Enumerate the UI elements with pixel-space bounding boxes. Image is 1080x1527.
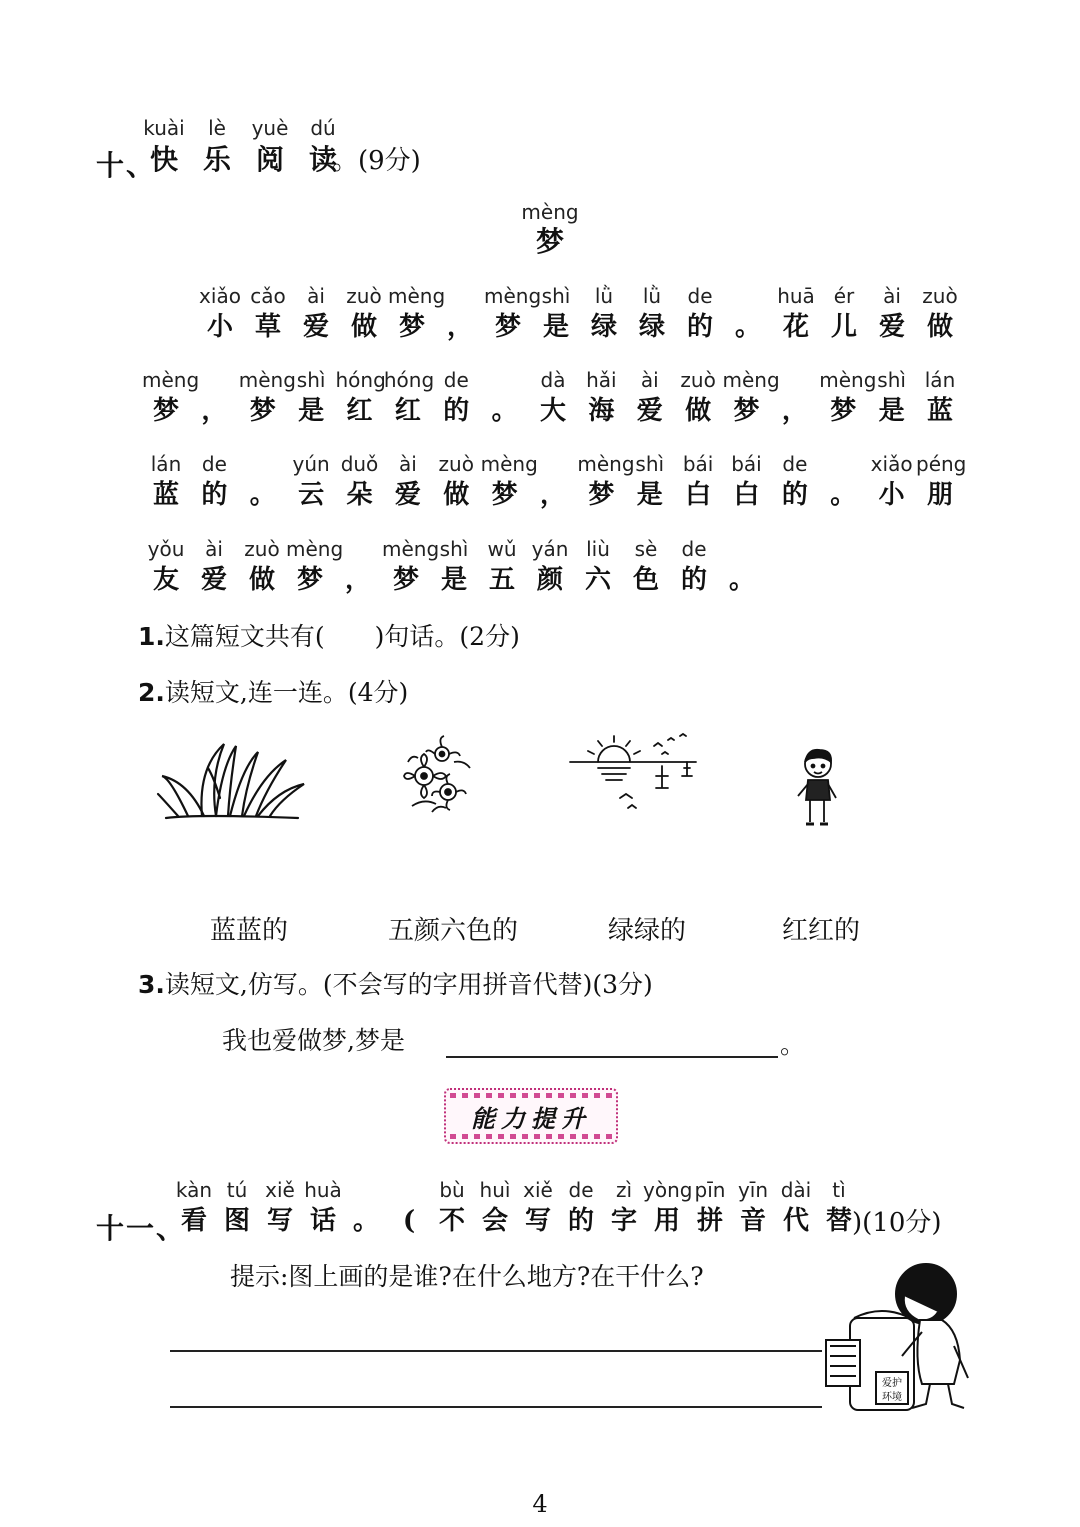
hanzi: 做 bbox=[443, 480, 470, 510]
pinyin: de bbox=[201, 452, 227, 476]
char-cell bbox=[718, 539, 766, 593]
pinyin: dà bbox=[540, 368, 566, 392]
hanzi: 是 bbox=[542, 312, 569, 342]
char-cell bbox=[238, 368, 296, 426]
hanzi: 梦 bbox=[249, 396, 276, 426]
pinyin bbox=[334, 539, 382, 559]
char-cell bbox=[532, 286, 580, 340]
pinyin: ài bbox=[883, 284, 901, 308]
hanzi: 阅 bbox=[255, 143, 284, 176]
char-cell bbox=[643, 1180, 691, 1234]
hanzi: 的 bbox=[686, 312, 713, 342]
pinyin: shì bbox=[439, 537, 469, 561]
char-cell bbox=[292, 286, 340, 340]
hanzi: 朋 bbox=[926, 480, 953, 510]
pinyin: ér bbox=[833, 284, 855, 308]
char-cell bbox=[868, 454, 916, 508]
char-cell bbox=[432, 454, 480, 508]
char-cell bbox=[868, 286, 916, 340]
hanzi: 六 bbox=[584, 565, 611, 595]
question-3-prompt: 我也爱做梦,梦是 bbox=[222, 1026, 405, 1055]
char-cell bbox=[244, 286, 292, 340]
hanzi: 梦 bbox=[398, 312, 425, 342]
char-cell bbox=[287, 370, 335, 424]
option-blue: 蓝蓝的 bbox=[210, 916, 289, 946]
char-cell bbox=[436, 286, 484, 340]
hanzi: 的 bbox=[443, 396, 470, 426]
char-cell bbox=[193, 118, 241, 174]
pinyin: mèng bbox=[484, 284, 542, 308]
section11-hint: 提示:图上画的是谁?在什么地方?在干什么? bbox=[230, 1262, 704, 1291]
section10-score: 。(9分) bbox=[332, 146, 421, 176]
hanzi: 小 bbox=[206, 312, 233, 342]
page-number: 4 bbox=[532, 1490, 548, 1518]
char-cell bbox=[340, 286, 388, 340]
hanzi: 的 bbox=[680, 565, 707, 595]
option-green: 绿绿的 bbox=[608, 916, 687, 946]
question-3-text: 读短文,仿写。(不会写的字用拼音代替)(3分) bbox=[164, 970, 653, 999]
pinyin: xiǎo bbox=[870, 452, 913, 476]
hanzi: 。 bbox=[491, 396, 518, 426]
pinyin: liù bbox=[586, 537, 610, 561]
char-cell bbox=[674, 454, 722, 508]
char-cell bbox=[299, 1180, 347, 1234]
char-cell bbox=[430, 539, 478, 593]
pinyin: lǜ bbox=[594, 284, 614, 308]
hanzi: 友 bbox=[152, 565, 179, 595]
hanzi: 蓝 bbox=[926, 396, 953, 426]
pinyin: zuò bbox=[346, 284, 382, 308]
hanzi: 小 bbox=[878, 480, 905, 510]
char-cell bbox=[246, 118, 294, 174]
char-cell bbox=[771, 454, 819, 508]
char-cell bbox=[336, 370, 384, 424]
hanzi: 会 bbox=[481, 1206, 508, 1236]
pinyin: péng bbox=[916, 452, 967, 476]
hanzi: 花 bbox=[782, 312, 809, 342]
pinyin bbox=[771, 370, 819, 390]
char-cell bbox=[384, 454, 432, 508]
char-cell bbox=[190, 370, 238, 424]
question-1 bbox=[138, 624, 520, 649]
hanzi: 梦 bbox=[152, 396, 179, 426]
question-2-text: 读短文,连一连。(4分) bbox=[164, 678, 409, 707]
boy-trash-bin-illustration bbox=[822, 1260, 972, 1418]
hanzi: 是 bbox=[878, 396, 905, 426]
hanzi: ， bbox=[781, 396, 808, 426]
char-cell bbox=[674, 370, 722, 424]
hanzi: 图 bbox=[223, 1206, 250, 1236]
char-cell bbox=[287, 454, 335, 508]
pinyin bbox=[724, 286, 772, 306]
pinyin: yǒu bbox=[147, 537, 185, 561]
char-cell bbox=[729, 1180, 777, 1234]
pinyin: dú bbox=[310, 116, 336, 140]
hanzi: 是 bbox=[636, 480, 663, 510]
hanzi: 爱 bbox=[636, 396, 663, 426]
char-cell bbox=[481, 370, 529, 424]
hanzi: 色 bbox=[632, 565, 659, 595]
box-label-2: 环境 bbox=[882, 1392, 902, 1403]
char-cell bbox=[600, 1180, 648, 1234]
question-3-number: 3. bbox=[138, 970, 165, 999]
hanzi: 梦 bbox=[392, 565, 419, 595]
pinyin: xiǎo bbox=[199, 284, 241, 308]
hanzi: 红 bbox=[346, 396, 373, 426]
pinyin: tú bbox=[226, 1178, 248, 1202]
pinyin: huì bbox=[479, 1178, 511, 1202]
char-cell bbox=[213, 1180, 261, 1234]
char-cell bbox=[484, 284, 542, 342]
hanzi: 。 bbox=[249, 480, 276, 510]
pinyin: hóng bbox=[383, 368, 435, 392]
pinyin: de bbox=[687, 284, 713, 308]
char-cell bbox=[142, 539, 190, 593]
hanzi: 是 bbox=[298, 396, 325, 426]
hanzi: 梦 bbox=[494, 312, 521, 342]
pinyin: yīn bbox=[737, 1178, 769, 1202]
pinyin: kuài bbox=[143, 116, 185, 140]
pinyin: xiě bbox=[523, 1178, 553, 1202]
hanzi: 是 bbox=[440, 565, 467, 595]
hanzi: 写 bbox=[524, 1206, 551, 1236]
char-cell bbox=[388, 284, 446, 342]
question-3 bbox=[138, 972, 653, 997]
pinyin: hóng bbox=[335, 368, 386, 392]
option-red: 红红的 bbox=[782, 916, 861, 946]
pinyin: kàn bbox=[175, 1178, 213, 1202]
pinyin: lán bbox=[150, 452, 182, 476]
char-cell bbox=[577, 452, 635, 510]
char-cell bbox=[916, 286, 964, 340]
char-cell bbox=[529, 454, 577, 508]
char-cell bbox=[916, 452, 967, 510]
hanzi: ， bbox=[539, 480, 566, 510]
child-illustration bbox=[790, 744, 846, 834]
story-title-pinyin: mèng bbox=[521, 200, 579, 224]
pinyin: mèng bbox=[382, 537, 440, 561]
pinyin: lǜ bbox=[642, 284, 662, 308]
char-cell bbox=[626, 370, 674, 424]
hanzi: 蓝 bbox=[152, 480, 179, 510]
char-cell bbox=[772, 286, 820, 340]
hanzi: 乐 bbox=[202, 143, 231, 176]
pinyin bbox=[385, 1180, 433, 1200]
section11-prefix: 十一、 bbox=[96, 1212, 187, 1245]
hanzi: 颜 bbox=[536, 565, 563, 595]
char-cell bbox=[385, 1180, 433, 1234]
pinyin: bù bbox=[439, 1178, 465, 1202]
char-cell bbox=[383, 368, 435, 426]
hanzi: 红 bbox=[394, 396, 421, 426]
char-cell bbox=[628, 286, 676, 340]
hanzi: 绿 bbox=[590, 312, 617, 342]
char-cell bbox=[382, 537, 440, 595]
option-colorful: 五颜六色的 bbox=[388, 916, 519, 946]
hanzi: ， bbox=[446, 312, 473, 342]
pinyin: hǎi bbox=[586, 368, 617, 392]
hanzi: 大 bbox=[539, 396, 566, 426]
pinyin: de bbox=[443, 368, 469, 392]
char-cell bbox=[142, 368, 200, 426]
pinyin bbox=[819, 454, 867, 474]
hanzi: 的 bbox=[781, 480, 808, 510]
pinyin: tì bbox=[832, 1178, 846, 1202]
char-cell bbox=[723, 454, 771, 508]
pinyin: yuè bbox=[251, 116, 289, 140]
pinyin bbox=[529, 454, 577, 474]
hanzi: 爱 bbox=[200, 565, 227, 595]
hanzi: 做 bbox=[248, 565, 275, 595]
pinyin bbox=[190, 370, 238, 390]
hanzi: 做 bbox=[926, 312, 953, 342]
pinyin: mèng bbox=[722, 368, 780, 392]
pinyin: bái bbox=[682, 452, 714, 476]
char-cell bbox=[580, 286, 628, 340]
pinyin: de bbox=[568, 1178, 594, 1202]
pinyin: mèng bbox=[142, 368, 200, 392]
pinyin: wǔ bbox=[487, 537, 517, 561]
pinyin: bái bbox=[731, 452, 762, 476]
char-cell bbox=[190, 539, 238, 593]
char-cell bbox=[577, 370, 625, 424]
char-cell bbox=[670, 539, 718, 593]
pinyin: mèng bbox=[238, 368, 296, 392]
hanzi: 。 bbox=[728, 565, 755, 595]
char-cell bbox=[819, 368, 877, 426]
char-cell bbox=[622, 539, 670, 593]
char-cell bbox=[286, 537, 344, 595]
hanzi: 梦 bbox=[830, 396, 857, 426]
char-cell bbox=[722, 368, 780, 426]
question-3-answer-line[interactable] bbox=[446, 1056, 778, 1058]
hanzi: 云 bbox=[298, 480, 325, 510]
pinyin: mèng bbox=[388, 284, 446, 308]
question-1-text: 这篇短文共有( )句话。(2分) bbox=[164, 622, 520, 651]
pinyin: shì bbox=[541, 284, 571, 308]
pinyin bbox=[342, 1180, 390, 1200]
char-cell bbox=[480, 452, 538, 510]
hanzi: 话 bbox=[309, 1206, 336, 1236]
pinyin: zuò bbox=[922, 284, 958, 308]
hanzi: 白 bbox=[685, 480, 712, 510]
pinyin: de bbox=[681, 537, 707, 561]
hanzi: 。 bbox=[352, 1206, 379, 1236]
char-cell bbox=[239, 454, 287, 508]
pinyin: zuò bbox=[244, 537, 280, 561]
pinyin bbox=[239, 454, 287, 474]
pinyin: sè bbox=[634, 537, 658, 561]
char-cell bbox=[868, 370, 916, 424]
char-cell bbox=[529, 370, 577, 424]
char-cell bbox=[686, 1180, 734, 1234]
hanzi: 草 bbox=[254, 312, 281, 342]
section11-score: )(10分) bbox=[852, 1208, 942, 1238]
pinyin: xiě bbox=[265, 1178, 295, 1202]
box-label-1: 爱护 bbox=[882, 1378, 902, 1389]
hanzi: 音 bbox=[739, 1206, 766, 1236]
hanzi: 朵 bbox=[346, 480, 373, 510]
char-cell bbox=[471, 1180, 519, 1234]
hanzi: 梦 bbox=[296, 565, 323, 595]
pinyin: zì bbox=[615, 1178, 633, 1202]
pinyin: mèng bbox=[819, 368, 877, 392]
char-cell bbox=[514, 1180, 562, 1234]
pinyin: dài bbox=[780, 1178, 812, 1202]
char-cell bbox=[771, 370, 819, 424]
pinyin: cǎo bbox=[250, 284, 286, 308]
pinyin bbox=[718, 539, 766, 559]
pinyin: ài bbox=[640, 368, 659, 392]
hanzi: 海 bbox=[588, 396, 615, 426]
char-cell bbox=[140, 118, 188, 174]
pinyin bbox=[481, 370, 529, 390]
pinyin: yòng bbox=[643, 1178, 693, 1202]
hanzi: 爱 bbox=[878, 312, 905, 342]
hanzi: 读 bbox=[308, 143, 337, 176]
pinyin: yún bbox=[292, 452, 330, 476]
hanzi: 做 bbox=[350, 312, 377, 342]
char-cell bbox=[256, 1180, 304, 1234]
pinyin: de bbox=[782, 452, 808, 476]
hanzi: 梦 bbox=[491, 480, 518, 510]
char-cell bbox=[916, 370, 964, 424]
pinyin: mèng bbox=[480, 452, 538, 476]
pinyin: pīn bbox=[694, 1178, 726, 1202]
question-1-number: 1. bbox=[138, 622, 165, 651]
hanzi: 爱 bbox=[302, 312, 329, 342]
hanzi: 拼 bbox=[696, 1206, 723, 1236]
pinyin: ài bbox=[307, 284, 325, 308]
char-cell bbox=[626, 454, 674, 508]
char-cell bbox=[428, 1180, 476, 1234]
pinyin: lán bbox=[924, 368, 956, 392]
char-cell bbox=[334, 539, 382, 593]
char-cell bbox=[819, 454, 867, 508]
question-3-end: 。 bbox=[780, 1030, 806, 1059]
pinyin: ài bbox=[205, 537, 223, 561]
hanzi: 代 bbox=[782, 1206, 809, 1236]
hanzi: 五 bbox=[488, 565, 515, 595]
story-title: 梦 bbox=[535, 225, 564, 258]
writing-line-1[interactable] bbox=[170, 1350, 822, 1352]
char-cell bbox=[170, 1180, 218, 1234]
flowers-illustration bbox=[402, 732, 474, 814]
hanzi: 用 bbox=[653, 1206, 680, 1236]
hanzi: 爱 bbox=[394, 480, 421, 510]
hanzi: 的 bbox=[201, 480, 228, 510]
pinyin: shì bbox=[296, 368, 326, 392]
char-cell bbox=[142, 454, 190, 508]
hanzi: 绿 bbox=[638, 312, 665, 342]
pinyin: lè bbox=[208, 116, 226, 140]
pinyin: duǒ bbox=[340, 452, 379, 476]
hanzi: 。 bbox=[734, 312, 761, 342]
hanzi: 儿 bbox=[830, 312, 857, 342]
hanzi: 替 bbox=[825, 1206, 852, 1236]
char-cell bbox=[724, 286, 772, 340]
pinyin: shì bbox=[635, 452, 665, 476]
pinyin: shì bbox=[877, 368, 906, 392]
hanzi: 看 bbox=[180, 1206, 207, 1236]
ability-badge: 能力提升 bbox=[444, 1088, 618, 1144]
pinyin: huà bbox=[304, 1178, 342, 1202]
question-2 bbox=[138, 680, 408, 705]
hanzi: 写 bbox=[266, 1206, 293, 1236]
char-cell bbox=[342, 1180, 390, 1234]
pinyin: huā bbox=[777, 284, 815, 308]
hanzi: 梦 bbox=[588, 480, 615, 510]
char-cell bbox=[432, 370, 480, 424]
pinyin: mèng bbox=[286, 537, 344, 561]
hanzi: ( bbox=[402, 1206, 416, 1236]
char-cell bbox=[190, 454, 238, 508]
char-cell bbox=[676, 286, 724, 340]
hanzi: 快 bbox=[149, 143, 178, 176]
hanzi: 梦 bbox=[733, 396, 760, 426]
pinyin: mèng bbox=[577, 452, 635, 476]
pinyin: ài bbox=[398, 452, 417, 476]
char-cell bbox=[196, 286, 244, 340]
writing-line-2[interactable] bbox=[170, 1406, 822, 1408]
char-cell bbox=[336, 454, 384, 508]
hanzi: 。 bbox=[830, 480, 857, 510]
char-cell bbox=[526, 539, 574, 593]
question-2-number: 2. bbox=[138, 678, 165, 707]
char-cell bbox=[820, 286, 868, 340]
char-cell bbox=[238, 539, 286, 593]
section10-prefix: 十、 bbox=[96, 149, 157, 182]
hanzi: 不 bbox=[438, 1206, 465, 1236]
pinyin: zuò bbox=[680, 368, 716, 392]
char-cell bbox=[772, 1180, 820, 1234]
hanzi: 的 bbox=[567, 1206, 594, 1236]
char-cell bbox=[574, 539, 622, 593]
hanzi: 白 bbox=[733, 480, 760, 510]
char-cell bbox=[557, 1180, 605, 1234]
pinyin bbox=[436, 286, 484, 306]
hanzi: 字 bbox=[610, 1206, 637, 1236]
char-cell bbox=[478, 539, 526, 593]
grass-illustration bbox=[158, 738, 308, 824]
hanzi: ， bbox=[344, 565, 371, 595]
hanzi: 做 bbox=[685, 396, 712, 426]
pinyin: yán bbox=[531, 537, 569, 561]
hanzi: ， bbox=[201, 396, 228, 426]
sunrise-sea-illustration bbox=[568, 732, 698, 816]
pinyin: zuò bbox=[438, 452, 474, 476]
